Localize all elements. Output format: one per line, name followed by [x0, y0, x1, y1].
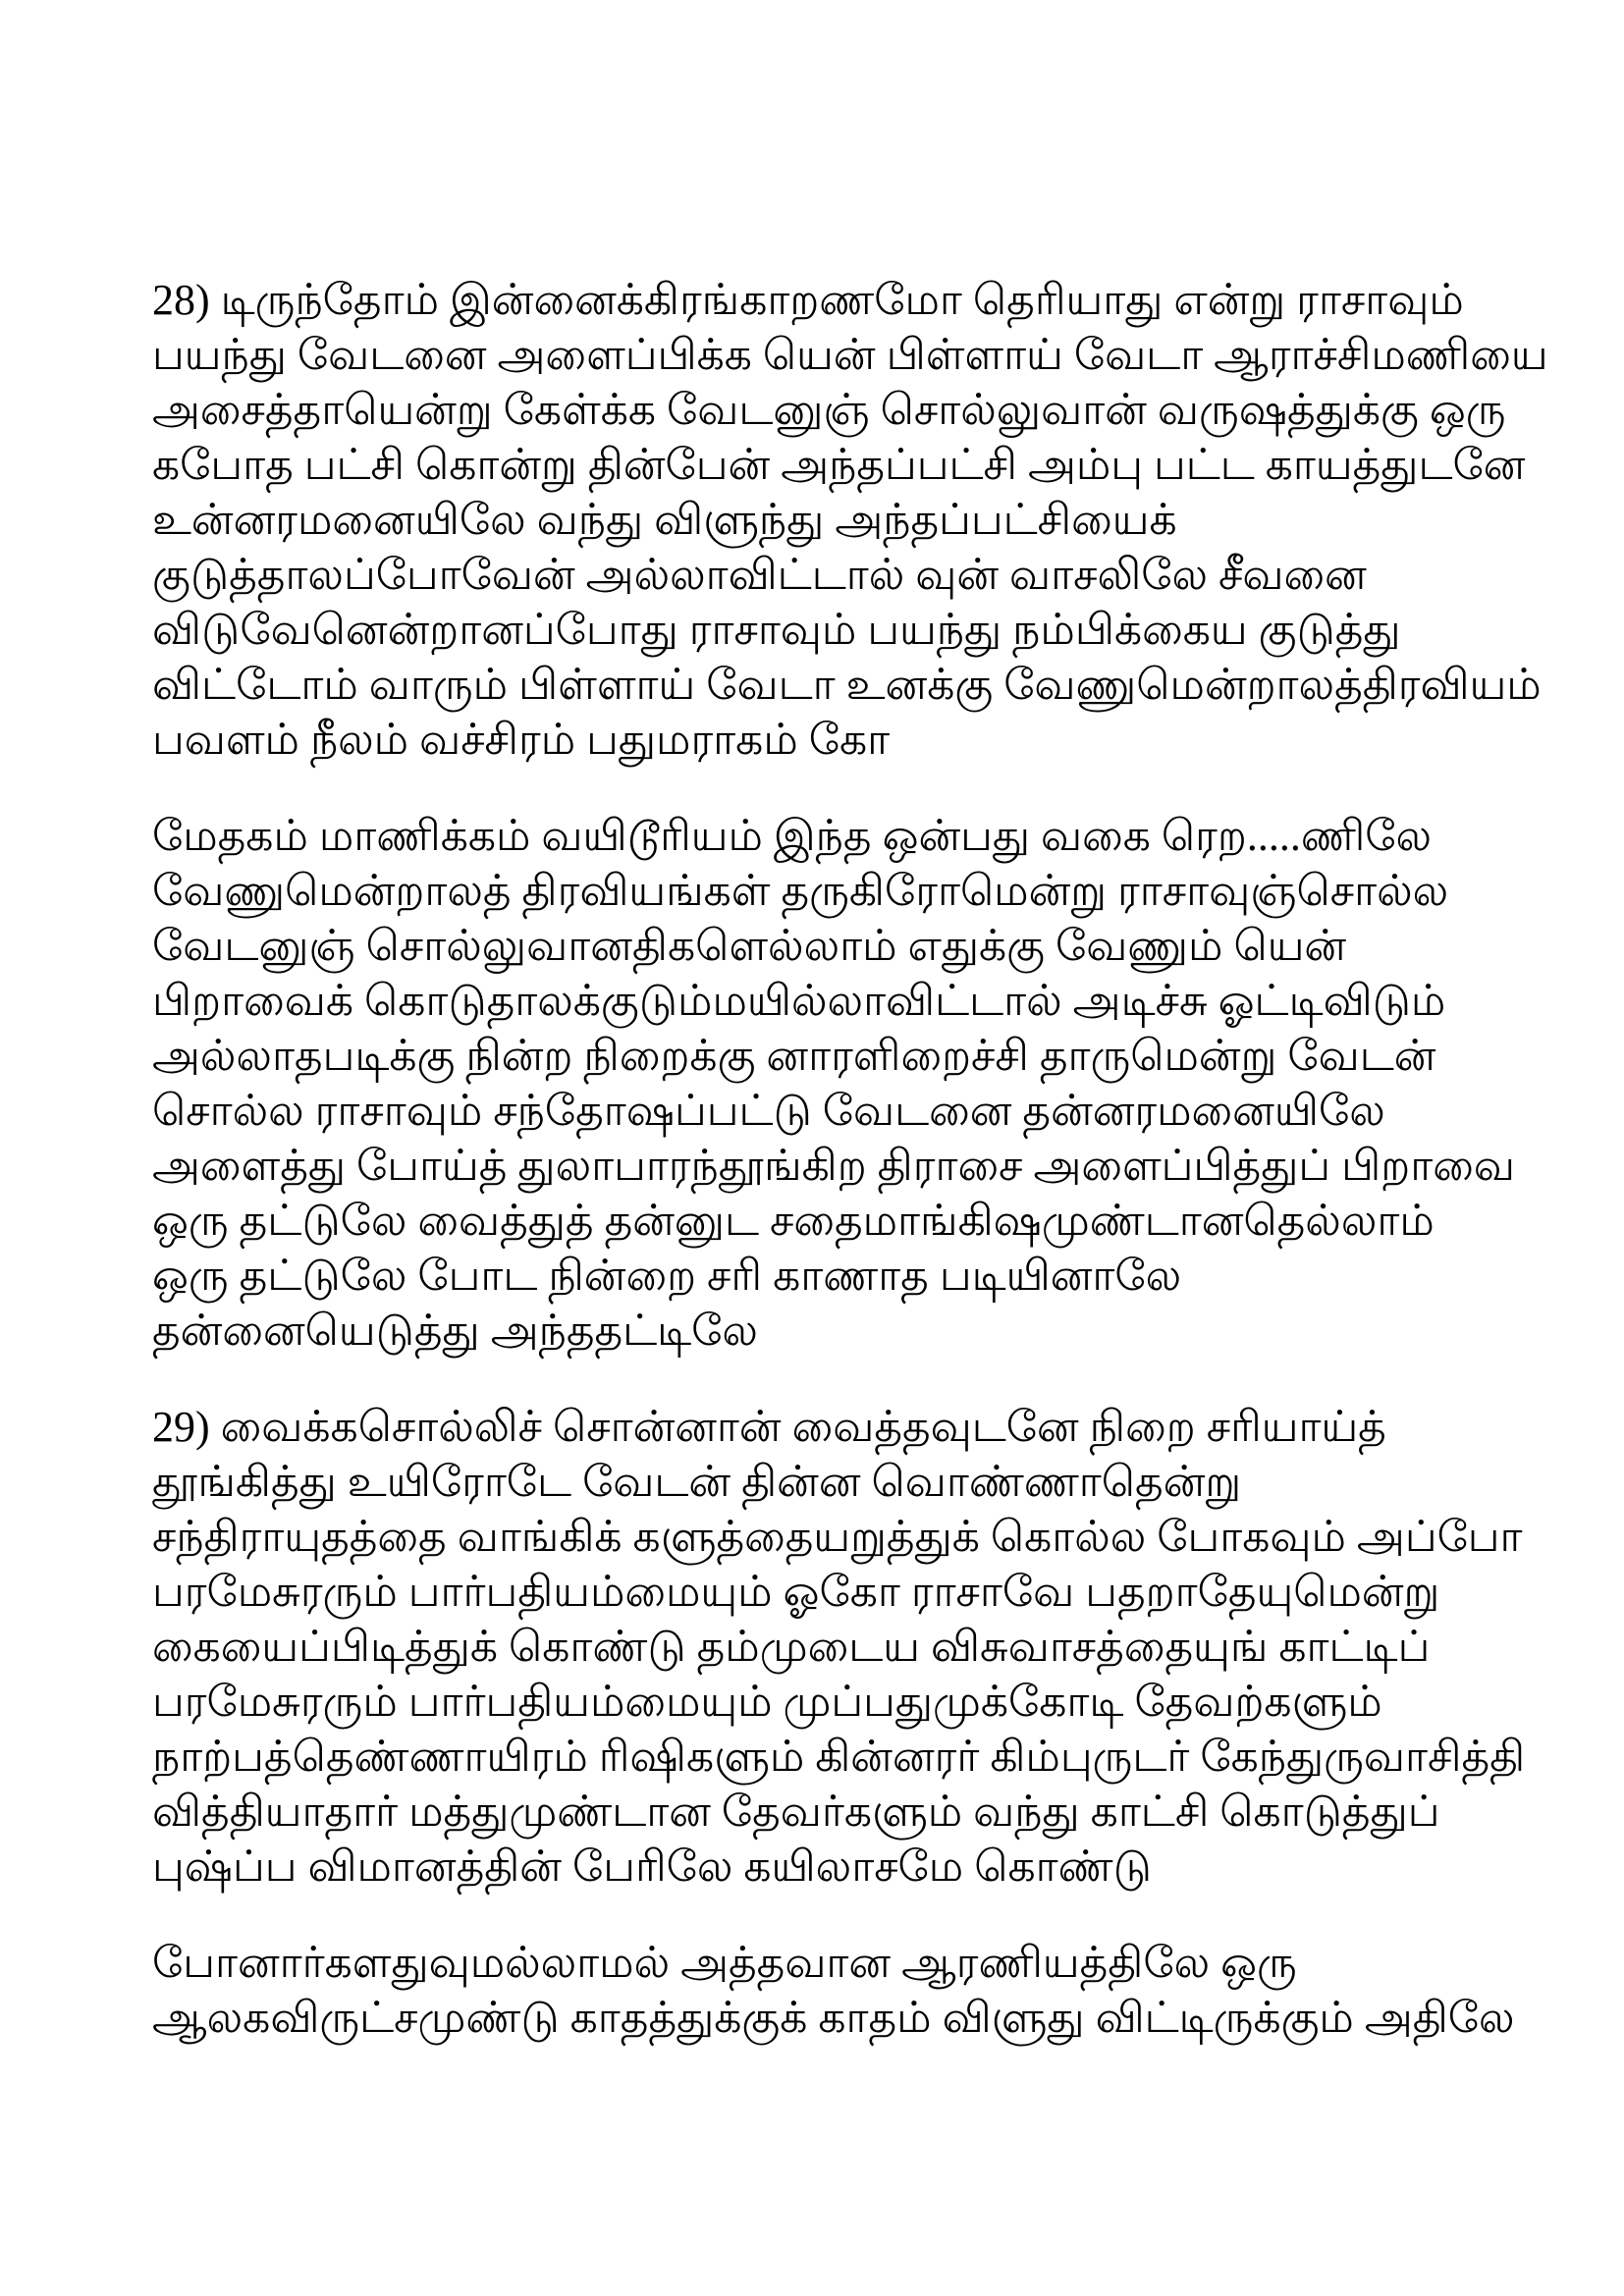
text-line: குடுத்தாலப்போவேன் அல்லாவிட்டால் வுன் வாசலிலே சீவனை — [152, 551, 1367, 599]
text-line: 28) டிருந்தோம் இன்னைக்கிரங்காறணமோ தெரியாது என்று ராசாவும் — [152, 276, 1464, 324]
text-line: சொல்ல ராசாவும் சந்தோஷப்பட்டு வேடனை தன்னரமனையிலே — [152, 1087, 1385, 1135]
text-line: ஒரு தட்டுலே வைத்துத் தன்னுட சதைமாங்கிஷமுண்டானதெல்லாம் — [152, 1197, 1435, 1245]
text-line: ஆலகவிருட்சமுண்டு காதத்துக்குக் காதம் விளுது விட்டிருக்கும் அதிலே — [152, 1994, 1515, 2042]
text-line: விடுவேனென்றானப்போது ராசாவும் பயந்து நம்பிக்கைய குடுத்து — [152, 606, 1401, 654]
text-line: புஷ்ப்ப விமானத்தின் பேரிலே கயிலாசமே கொண்டு — [152, 1842, 1152, 1891]
text-line: அசைத்தாயென்று கேள்க்க வேடனுஞ் சொல்லுவான் வருஷத்துக்கு ஒரு — [152, 386, 1506, 434]
text-line: பரமேசுரரும் பார்பதியம்மையும் ஓகோ ராசாவே பதறாதேயுமென்று — [152, 1568, 1440, 1616]
text-line: பிறாவைக் கொடுதாலக்குடும்மயில்லாவிட்டால் அடிச்சு ஓட்டிவிடும் — [152, 977, 1446, 1025]
text-line: பரமேசுரரும் பார்பதியம்மையும் முப்பதுமுக்கோடி தேவற்களும் — [152, 1678, 1382, 1726]
paragraph-continuation-1 — [152, 809, 1515, 1359]
text-line: பயந்து வேடனை அளைப்பிக்க யென் பிள்ளாய் வேடா ஆராச்சிமணியை — [152, 331, 1548, 379]
paragraph-continuation-2 — [152, 1936, 1515, 2046]
text-line: கபோத பட்சி கொன்று தின்பேன் அந்தப்பட்சி அம்பு பட்ட காயத்துடனே — [152, 441, 1526, 489]
text-line: பவளம் நீலம் வச்சிரம் பதுமராகம் கோ — [152, 716, 891, 764]
text-line: மேதகம் மாணிக்கம் வயிடூரியம் இந்த ஒன்பது வகை ரெற.....ணிலே — [152, 812, 1433, 860]
paragraph-28 — [152, 273, 1548, 768]
text-line: தன்னையெடுத்து அந்ததட்டிலே — [152, 1307, 758, 1355]
text-line: விட்டோம் வாரும் பிள்ளாய் வேடா உனக்கு வேணுமென்றாலத்திரவியம் — [152, 661, 1542, 709]
text-line: வித்தியாதார் மத்துமுண்டான தேவர்களும் வந்து காட்சி கொடுத்துப் — [152, 1788, 1440, 1836]
text-line: தூங்கித்து உயிரோடே வேடன் தின்ன வொண்ணாதென்று — [152, 1458, 1242, 1506]
text-line: நாற்பத்தெண்ணாயிரம் ரிஷிகளும் கின்னரர் கிம்புருடர் கேந்துருவாசித்தி — [152, 1733, 1526, 1781]
text-line: 29) வைக்கசொல்லிச் சொன்னான் வைத்தவுடனே நிறை சரியாய்த் — [152, 1403, 1386, 1451]
text-line: உன்னரமனையிலே வந்து விளுந்து அந்தப்பட்சியைக் — [152, 496, 1177, 544]
text-line: அளைத்து போய்த் துலாபாரந்தூங்கிற திராசை அளைப்பித்துப் பிறாவை — [152, 1142, 1515, 1190]
text-line: சந்திராயுதத்தை வாங்கிக் களுத்தையறுத்துக் கொல்ல போகவும் அப்போ — [152, 1513, 1523, 1561]
paragraph-29 — [152, 1400, 1526, 1895]
document-content — [152, 273, 1548, 2046]
text-line: வேடனுஞ் சொல்லுவானதிகளெல்லாம் எதுக்கு வேணும் யென் — [152, 922, 1347, 970]
text-line: போனார்களதுவுமல்லாமல் அத்தவான ஆரணியத்திலே ஒரு — [152, 1939, 1297, 1987]
text-line: ஒரு தட்டுலே போட நின்றை சரி காணாத படியினாலே — [152, 1252, 1182, 1300]
text-line: வேணுமென்றாலத் திரவியங்கள் தருகிரோமென்று ராசாவுஞ்சொல்ல — [152, 867, 1449, 915]
text-line: அல்லாதபடிக்கு நின்ற நிறைக்கு னாரளிறைச்சி தாருமென்று வேடன் — [152, 1032, 1436, 1080]
text-line: கையைப்பிடித்துக் கொண்டு தம்முடைய விசுவாசத்தையுங் காட்டிப் — [152, 1623, 1431, 1671]
